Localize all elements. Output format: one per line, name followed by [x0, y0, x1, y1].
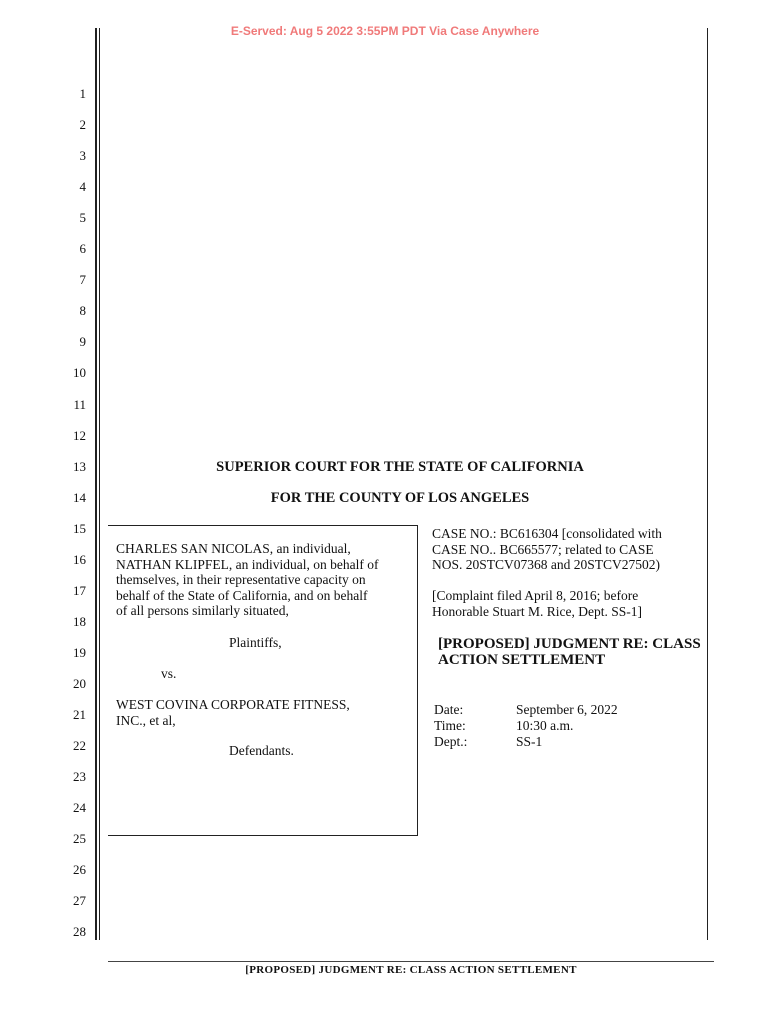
e-served-stamp: E-Served: Aug 5 2022 3:55PM PDT Via Case Anywhere — [230, 24, 540, 38]
line-number: 6 — [79, 241, 86, 257]
hearing-time-label: Time: — [434, 718, 466, 733]
line-number: 10 — [73, 365, 86, 381]
hearing-dept-value: SS-1 — [516, 734, 543, 749]
footer-rule — [108, 961, 714, 962]
hearing-time-row — [434, 718, 704, 734]
hearing-date-value: September 6, 2022 — [516, 702, 618, 717]
plaintiffs-line: behalf of the State of California, and on behalf — [116, 587, 368, 603]
plaintiffs-line: themselves, in their representative capacity on — [116, 572, 366, 587]
line-number: 15 — [73, 520, 86, 536]
line-number: 24 — [73, 800, 86, 816]
line-number: 19 — [73, 644, 86, 660]
line-number: 3 — [79, 148, 86, 164]
line-number: 4 — [79, 179, 86, 195]
complaint-filed-block — [432, 588, 707, 619]
hearing-dept-label: Dept.: — [434, 734, 468, 749]
line-number: 13 — [73, 458, 86, 474]
plaintiffs-line: NATHAN KLIPFEL, an individual, on behalf of — [116, 556, 379, 572]
left-margin-rule-inner — [99, 28, 100, 940]
complaint-line: Honorable Stuart M. Rice, Dept. SS-1] — [432, 603, 642, 619]
document-title-line: ACTION SETTLEMENT — [438, 652, 606, 668]
plaintiffs-label: Plaintiffs, — [229, 635, 282, 650]
line-number: 21 — [73, 707, 86, 722]
complaint-line: [Complaint filed April 8, 2016; before — [432, 588, 639, 603]
case-number-line: NOS. 20STCV07368 and 20STCV27502) — [432, 557, 661, 572]
defendants-line: INC., et al, — [116, 712, 176, 728]
line-number: 27 — [73, 893, 86, 909]
defendants-line: WEST COVINA CORPORATE FITNESS, — [116, 697, 350, 712]
plaintiffs-line: of all persons similarly situated, — [116, 603, 289, 618]
hearing-time-value: 10:30 a.m. — [516, 718, 574, 733]
defendants-description — [116, 697, 416, 728]
versus: vs. — [161, 666, 177, 681]
line-number: 7 — [79, 272, 86, 288]
line-number: 23 — [73, 769, 86, 785]
case-number-line: CASE NO.: BC616304 [consolidated with — [432, 526, 662, 541]
hearing-dept-row — [434, 734, 704, 750]
plaintiffs-line: CHARLES SAN NICOLAS, an individual, — [116, 541, 351, 556]
line-number: 1 — [79, 86, 86, 101]
line-number: 26 — [73, 862, 86, 878]
line-number: 17 — [73, 582, 86, 598]
line-number: 25 — [73, 831, 86, 847]
line-number: 2 — [79, 117, 86, 133]
hearing-date-label: Date: — [434, 702, 464, 717]
line-number: 18 — [73, 613, 86, 629]
court-name: SUPERIOR COURT FOR THE STATE OF CALIFORNIA — [216, 459, 584, 475]
hearing-date-row — [434, 702, 704, 718]
right-margin-rule — [707, 28, 708, 940]
hearing-info — [434, 702, 704, 752]
line-number: 12 — [73, 427, 86, 443]
case-number-block — [432, 526, 707, 573]
defendants-label: Defendants. — [229, 743, 294, 758]
line-number: 9 — [79, 334, 86, 350]
line-number: 11 — [73, 396, 86, 412]
line-number: 5 — [79, 210, 86, 226]
county-name: FOR THE COUNTY OF LOS ANGELES — [270, 490, 530, 506]
line-number: 16 — [73, 551, 86, 567]
line-number: 20 — [73, 675, 86, 691]
document-title-line: [PROPOSED] JUDGMENT RE: CLASS — [438, 636, 701, 652]
line-number: 8 — [79, 303, 86, 319]
plaintiffs-description — [116, 541, 416, 619]
footer-title: [PROPOSED] JUDGMENT RE: CLASS ACTION SETTLEMENT — [245, 964, 577, 976]
left-margin-rule — [95, 28, 97, 940]
line-number: 22 — [73, 738, 86, 754]
line-number: 14 — [73, 489, 86, 505]
document-title — [438, 636, 708, 668]
line-number: 28 — [73, 924, 86, 940]
case-number-line: CASE NO.. BC665577; related to CASE — [432, 541, 654, 557]
